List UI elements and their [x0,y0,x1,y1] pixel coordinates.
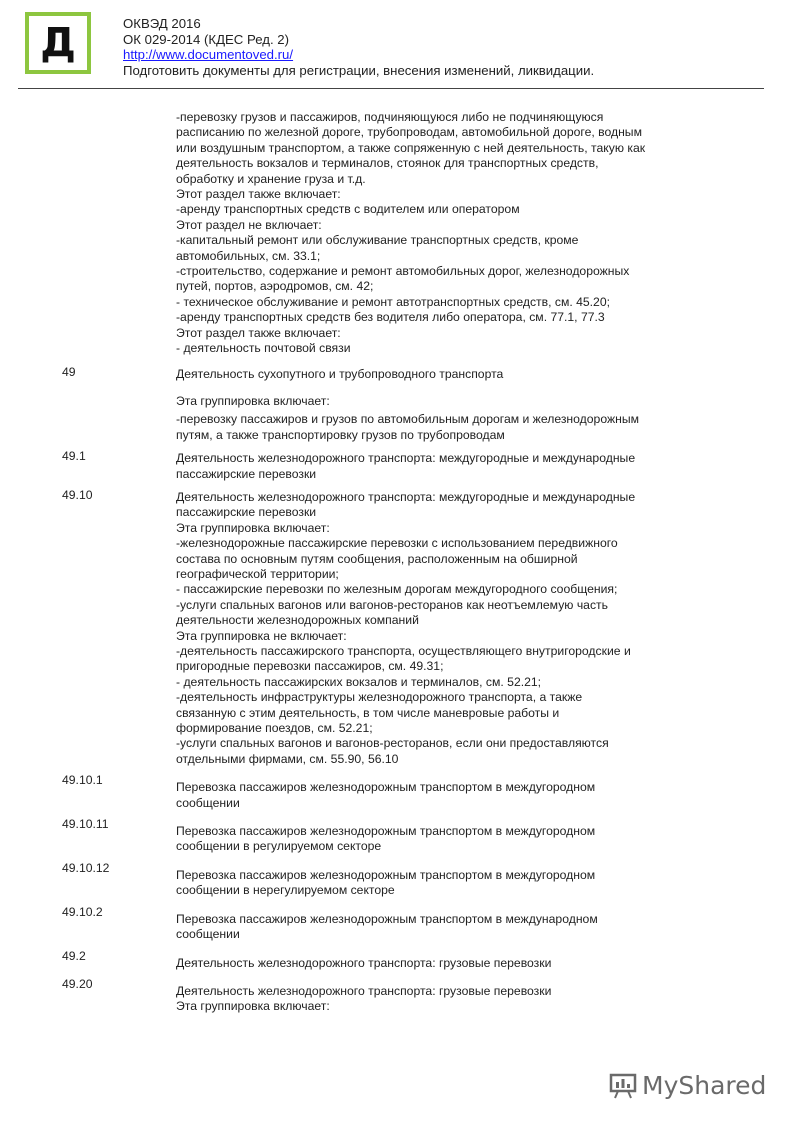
entry-body-line: формирование поездов, см. 52.21; [176,721,373,736]
entry-code: 49.1 [62,449,86,464]
entry-row [0,977,800,1015]
entry-body-line: -услуги спальных вагонов или вагонов-ресторанов как неотъемлемую часть [176,597,608,612]
entry-row [0,488,800,767]
entry-title-line: Перевозка пассажиров железнодорожным транспортом в междугородном [176,780,596,795]
entry-title-line: сообщении [176,927,240,942]
intro-line: -капитальный ремонт или обслуживание транспортных средств, кроме [176,233,579,248]
entry-body-line: пригородные перевозки пассажиров, см. 49.31; [176,659,444,674]
entry-title-line: сообщении в нерегулируемом секторе [176,883,395,898]
entry-row [0,817,800,855]
entry-body-line: путям, а также транспортировку грузов по трубопроводам [176,427,505,442]
entry-body-line: состава по основным путям сообщения, расположенным на обширной [176,551,578,566]
entry-code: 49.10.2 [62,904,103,919]
entry-text [176,949,696,971]
document-body [0,110,800,1015]
entry-title-line: Перевозка пассажиров железнодорожным транспортом в международном [176,911,598,926]
entry-text [176,449,696,482]
entry-code: 49.10.11 [62,817,109,832]
entry-text [176,817,696,855]
entry-text [176,488,696,767]
myshared-watermark [608,1070,766,1100]
entry-row [0,449,800,482]
site-logo[interactable] [25,12,91,74]
entry-body-line: -деятельность инфраструктуры железнодорожного транспорта, а также [176,690,583,705]
entry-text [176,365,696,444]
entry-text [176,773,696,811]
header-link[interactable]: http://www.documentoved.ru/ [123,47,294,63]
intro-line: расписанию по железной дороге, трубопроводам, автомобильной дороге, водным [176,125,642,140]
header-divider [18,88,764,89]
entry-body-line: связанную с этим деятельность, в том числе маневровые работы и [176,705,560,720]
entry-code: 49.2 [62,948,86,963]
intro-line: автомобильных, см. 33.1; [176,248,321,263]
entry-text [176,861,696,899]
entry-body-line: Эта группировка включает: [176,999,330,1014]
entry-body-line: -деятельность пассажирского транспорта, осуществляющего внутригородские и [176,644,631,658]
intro-line: или воздушным транспортом, а также сопряженную с ней деятельность, такую как [176,140,646,155]
entry-row [0,773,800,811]
entry-body-line: Эта группировка не включает: [176,628,347,643]
presentation-board-icon [608,1070,638,1100]
entry-body-line: Эта группировка включает: [176,520,330,535]
header-tagline: Подготовить документы для регистрации, внесения изменений, ликвидации. [123,62,595,78]
entry-text [176,977,696,1015]
entry-body-line: Эта группировка включает: [176,393,330,408]
entry-title-line: сообщении [176,795,240,810]
intro-line: путей, портов, аэродромов, см. 42; [176,279,374,294]
entry-body-line: географической территории; [176,566,339,581]
entry-body-line: -услуги спальных вагонов и вагонов-ресторанов, если они предоставляются [176,736,609,751]
watermark-text: MyShared [642,1070,767,1100]
intro-line: -аренду транспортных средств с водителем или оператором [176,202,520,217]
entry-row [0,365,800,444]
intro-line: -строительство, содержание и ремонт автомобильных дорог, железнодорожных [176,264,630,279]
entry-row [0,905,800,943]
document-header [123,16,763,78]
intro-line: Этот раздел также включает: [176,187,341,202]
entry-title-line: пассажирские перевозки [176,466,317,481]
intro-line: Этот раздел также включает: [176,325,341,340]
entry-body-line: - пассажирские перевозки по железным дорогам междугородного сообщения; [176,582,618,597]
entry-title-line: сообщении в регулируемом секторе [176,839,382,854]
entry-body-line: - деятельность пассажирских вокзалов и терминалов, см. 52.21; [176,674,542,689]
header-title: ОКВЭД 2016 [123,16,201,31]
entry-code: 49 [62,364,76,379]
entry-body-line: отдельными фирмами, см. 55.90, 56.10 [176,751,399,766]
entry-title-line: Деятельность сухопутного и трубопроводного транспорта [176,366,504,381]
classification-entries [0,357,800,1015]
intro-line: обработку и хранение груза и т.д. [176,171,366,186]
intro-block [0,110,800,357]
entry-title-line: Деятельность железнодорожного транспорта: грузовые перевозки [176,955,552,970]
header-subtitle: ОК 029-2014 (КДЕС Ред. 2) [123,31,289,47]
entry-text [176,905,696,943]
intro-line: Этот раздел не включает: [176,217,322,232]
entry-body-line: -железнодорожные пассажирские перевозки с использованием передвижного [176,536,618,551]
entry-title-line: Деятельность железнодорожного транспорта: междугородные и международные [176,489,636,504]
entry-code: 49.10 [62,487,93,502]
entry-code: 49.10.1 [62,773,103,788]
intro-line: - деятельность почтовой связи [176,341,351,356]
intro-line: деятельность вокзалов и терминалов, стоянок для транспортных средств, [176,156,599,171]
entry-title-line: пассажирские перевозки [176,505,317,520]
intro-line: -перевозку грузов и пассажиров, подчиняющуюся либо не подчиняющуюся [176,110,604,124]
entry-body-line: деятельности железнодорожных компаний [176,613,419,628]
intro-text [176,110,696,357]
entry-title-line: Деятельность железнодорожного транспорта: грузовые перевозки [176,983,552,998]
entry-row [0,861,800,899]
entry-title-line: Перевозка пассажиров железнодорожным транспортом в междугородном [176,867,596,882]
intro-line: - техническое обслуживание и ремонт автотранспортных средств, см. 45.20; [176,294,610,309]
entry-body-line: -перевозку пассажиров и грузов по автомобильным дорогам и железнодорожным [176,412,639,427]
entry-title-line: Деятельность железнодорожного транспорта: междугородные и международные [176,451,636,466]
entry-code: 49.10.12 [62,860,110,875]
entry-code: 49.20 [62,976,93,991]
intro-line: -аренду транспортных средств без водителя либо оператора, см. 77.1, 77.3 [176,310,605,325]
entry-title-line: Перевозка пассажиров железнодорожным транспортом в междугородном [176,824,596,839]
entry-row [0,949,800,971]
logo-letter: Д [40,20,76,66]
